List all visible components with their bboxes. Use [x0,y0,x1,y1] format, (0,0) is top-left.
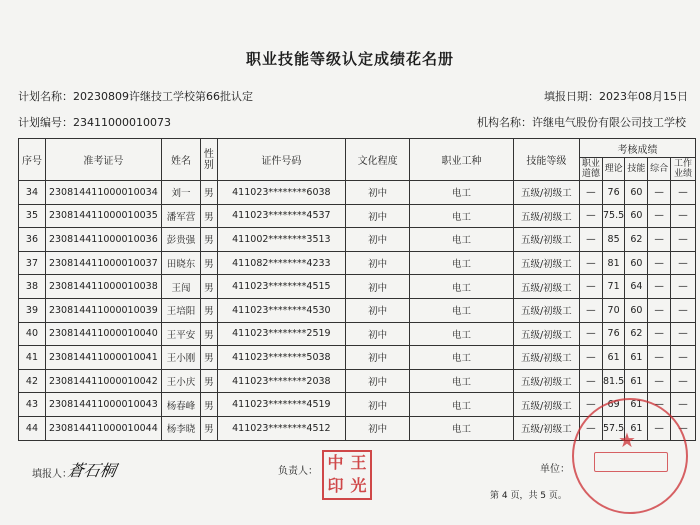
cell-seq: 40 [19,322,46,346]
cell-skill: 60 [625,204,648,228]
cell-theory: 69 [602,393,625,417]
cell-seq: 43 [19,393,46,417]
stamp-inner-box [594,452,668,472]
cell-occupation: 电工 [410,416,514,440]
cell-performance: — [671,393,696,417]
header-ethics: 职业道德 [579,158,602,181]
table-row [19,228,696,252]
page-number: 第 4 页，共 5 页。 [490,491,567,501]
cell-education: 初中 [346,228,410,252]
cell-theory: 76 [602,181,625,205]
cell-skill: 64 [625,275,648,299]
cell-gender: 男 [201,251,218,275]
header-ticket: 准考证号 [45,139,161,181]
cell-id-number: 411023********4537 [217,204,345,228]
cell-occupation: 电工 [410,393,514,417]
cell-gender: 男 [201,298,218,322]
cell-ticket: 230814411000010041 [45,346,161,370]
cell-ethics: — [579,181,602,205]
cell-education: 初中 [346,322,410,346]
table-row [19,346,696,370]
cell-overall: — [648,393,671,417]
cell-name: 王培阳 [161,298,200,322]
cell-name: 潘军营 [161,204,200,228]
cell-education: 初中 [346,204,410,228]
header-name: 姓名 [161,139,200,181]
score-table [18,138,696,441]
cell-name: 杨李晓 [161,416,200,440]
cell-ethics: — [579,416,602,440]
cell-name: 杨春峰 [161,393,200,417]
cell-education: 初中 [346,298,410,322]
cell-education: 初中 [346,416,410,440]
cell-skill: 61 [625,369,648,393]
cell-performance: — [671,369,696,393]
cell-theory: 75.5 [602,204,625,228]
cell-overall: — [648,346,671,370]
cell-skill-level: 五级/初级工 [513,228,579,252]
table-row [19,204,696,228]
filler-label: 填报人： [32,469,72,480]
cell-skill-level: 五级/初级工 [513,275,579,299]
cell-ethics: — [579,346,602,370]
cell-ticket: 230814411000010037 [45,251,161,275]
seal-char: 中 [327,453,344,472]
header-education: 文化程度 [346,139,410,181]
cell-gender: 男 [201,204,218,228]
table-row [19,275,696,299]
cell-occupation: 电工 [410,298,514,322]
cell-occupation: 电工 [410,275,514,299]
table-row [19,322,696,346]
header-theory: 理论 [602,158,625,181]
cell-gender: 男 [201,346,218,370]
cell-performance: — [671,228,696,252]
cell-skill-level: 五级/初级工 [513,346,579,370]
cell-ticket: 230814411000010044 [45,416,161,440]
cell-skill-level: 五级/初级工 [513,251,579,275]
cell-theory: 85 [602,228,625,252]
cell-seq: 36 [19,228,46,252]
cell-performance: — [671,298,696,322]
cell-ethics: — [579,204,602,228]
table-row [19,298,696,322]
cell-performance: — [671,251,696,275]
cell-gender: 男 [201,416,218,440]
cell-skill-level: 五级/初级工 [513,298,579,322]
cell-ticket: 230814411000010035 [45,204,161,228]
cell-ticket: 230814411000010043 [45,393,161,417]
cell-gender: 男 [201,275,218,299]
header-skill: 技能 [625,158,648,181]
cell-overall: — [648,298,671,322]
cell-seq: 34 [19,181,46,205]
cell-id-number: 411023********2038 [217,369,345,393]
plan-number: 计划编号：23411000010073 [18,116,171,129]
cell-ethics: — [579,369,602,393]
cell-seq: 42 [19,369,46,393]
header-score-group: 考核成绩 [579,139,695,158]
cell-performance: — [671,275,696,299]
cell-skill-level: 五级/初级工 [513,416,579,440]
filler-signature: 蒼石桐 [66,461,118,480]
cell-skill: 62 [625,322,648,346]
cell-id-number: 411023********2519 [217,322,345,346]
cell-name: 王小庆 [161,369,200,393]
cell-name: 田晓东 [161,251,200,275]
cell-id-number: 411023********5038 [217,346,345,370]
cell-occupation: 电工 [410,322,514,346]
cell-ethics: — [579,393,602,417]
cell-seq: 38 [19,275,46,299]
cell-ticket: 230814411000010039 [45,298,161,322]
star-icon: ★ [618,428,636,452]
header-occupation: 职业工种 [410,139,514,181]
seal-char: 王 [350,453,367,472]
seal-char: 光 [350,476,367,495]
cell-skill-level: 五级/初级工 [513,322,579,346]
header-skill-level: 技能等级 [513,139,579,181]
cell-theory: 71 [602,275,625,299]
seal-char: 印 [327,476,344,495]
cell-skill: 61 [625,416,648,440]
cell-id-number: 411023********4530 [217,298,345,322]
header-gender: 性别 [201,139,218,181]
cell-overall: — [648,181,671,205]
cell-occupation: 电工 [410,346,514,370]
cell-ethics: — [579,228,602,252]
cell-name: 刘一 [161,181,200,205]
cell-ticket: 230814411000010042 [45,369,161,393]
cell-overall: — [648,251,671,275]
cell-theory: 70 [602,298,625,322]
cell-seq: 37 [19,251,46,275]
cell-theory: 61 [602,346,625,370]
cell-skill-level: 五级/初级工 [513,393,579,417]
cell-gender: 男 [201,181,218,205]
cell-seq: 41 [19,346,46,370]
cell-seq: 35 [19,204,46,228]
cell-overall: — [648,322,671,346]
cell-occupation: 电工 [410,228,514,252]
cell-id-number: 411023********6038 [217,181,345,205]
document-title: 职业技能等级认定成绩花名册 [245,50,454,68]
organization-name: 机构名称：许继电气股份有限公司技工学校 [477,116,686,129]
fill-date: 填报日期：2023年08月15日 [544,90,688,103]
cell-overall: — [648,204,671,228]
cell-theory: 81.5 [602,369,625,393]
official-round-stamp [572,398,688,514]
cell-ethics: — [579,298,602,322]
cell-id-number: 411002********3513 [217,228,345,252]
cell-ticket: 230814411000010038 [45,275,161,299]
personal-seal-stamp [322,450,372,500]
cell-overall: — [648,275,671,299]
responsible-label: 负责人： [278,466,318,477]
plan-name: 计划名称：20230809许继技工学校第66批认定 [18,90,253,103]
cell-theory: 76 [602,322,625,346]
cell-education: 初中 [346,393,410,417]
cell-ethics: — [579,251,602,275]
cell-name: 王平安 [161,322,200,346]
cell-id-number: 411023********4515 [217,275,345,299]
cell-education: 初中 [346,251,410,275]
cell-skill-level: 五级/初级工 [513,204,579,228]
cell-seq: 39 [19,298,46,322]
cell-overall: — [648,369,671,393]
cell-skill-level: 五级/初级工 [513,181,579,205]
cell-skill: 61 [625,346,648,370]
header-id-number: 证件号码 [217,139,345,181]
cell-id-number: 411023********4512 [217,416,345,440]
cell-performance: — [671,322,696,346]
cell-performance: — [671,204,696,228]
cell-gender: 男 [201,228,218,252]
cell-seq: 44 [19,416,46,440]
cell-ticket: 230814411000010040 [45,322,161,346]
cell-theory: 81 [602,251,625,275]
cell-performance: — [671,346,696,370]
cell-education: 初中 [346,346,410,370]
cell-theory: 57.5 [602,416,625,440]
cell-name: 王闯 [161,275,200,299]
cell-name: 彭贵强 [161,228,200,252]
cell-ticket: 230814411000010034 [45,181,161,205]
cell-occupation: 电工 [410,369,514,393]
table-row [19,369,696,393]
cell-occupation: 电工 [410,181,514,205]
cell-ticket: 230814411000010036 [45,228,161,252]
header-seq: 序号 [19,139,46,181]
cell-skill: 60 [625,251,648,275]
header-performance: 工作业绩 [671,158,696,181]
cell-skill: 62 [625,228,648,252]
cell-education: 初中 [346,369,410,393]
cell-name: 王小刚 [161,346,200,370]
cell-gender: 男 [201,369,218,393]
unit-label: 单位： [540,464,570,475]
cell-education: 初中 [346,181,410,205]
table-row [19,251,696,275]
cell-performance: — [671,181,696,205]
header-overall: 综合 [648,158,671,181]
cell-overall: — [648,228,671,252]
cell-education: 初中 [346,275,410,299]
cell-skill: 61 [625,393,648,417]
cell-skill-level: 五级/初级工 [513,369,579,393]
cell-gender: 男 [201,322,218,346]
cell-id-number: 411023********4519 [217,393,345,417]
cell-ethics: — [579,322,602,346]
cell-performance: — [671,416,696,440]
table-row [19,181,696,205]
cell-id-number: 411082********4233 [217,251,345,275]
cell-ethics: — [579,275,602,299]
cell-occupation: 电工 [410,204,514,228]
cell-skill: 60 [625,298,648,322]
cell-skill: 60 [625,181,648,205]
cell-overall: — [648,416,671,440]
cell-occupation: 电工 [410,251,514,275]
cell-gender: 男 [201,393,218,417]
